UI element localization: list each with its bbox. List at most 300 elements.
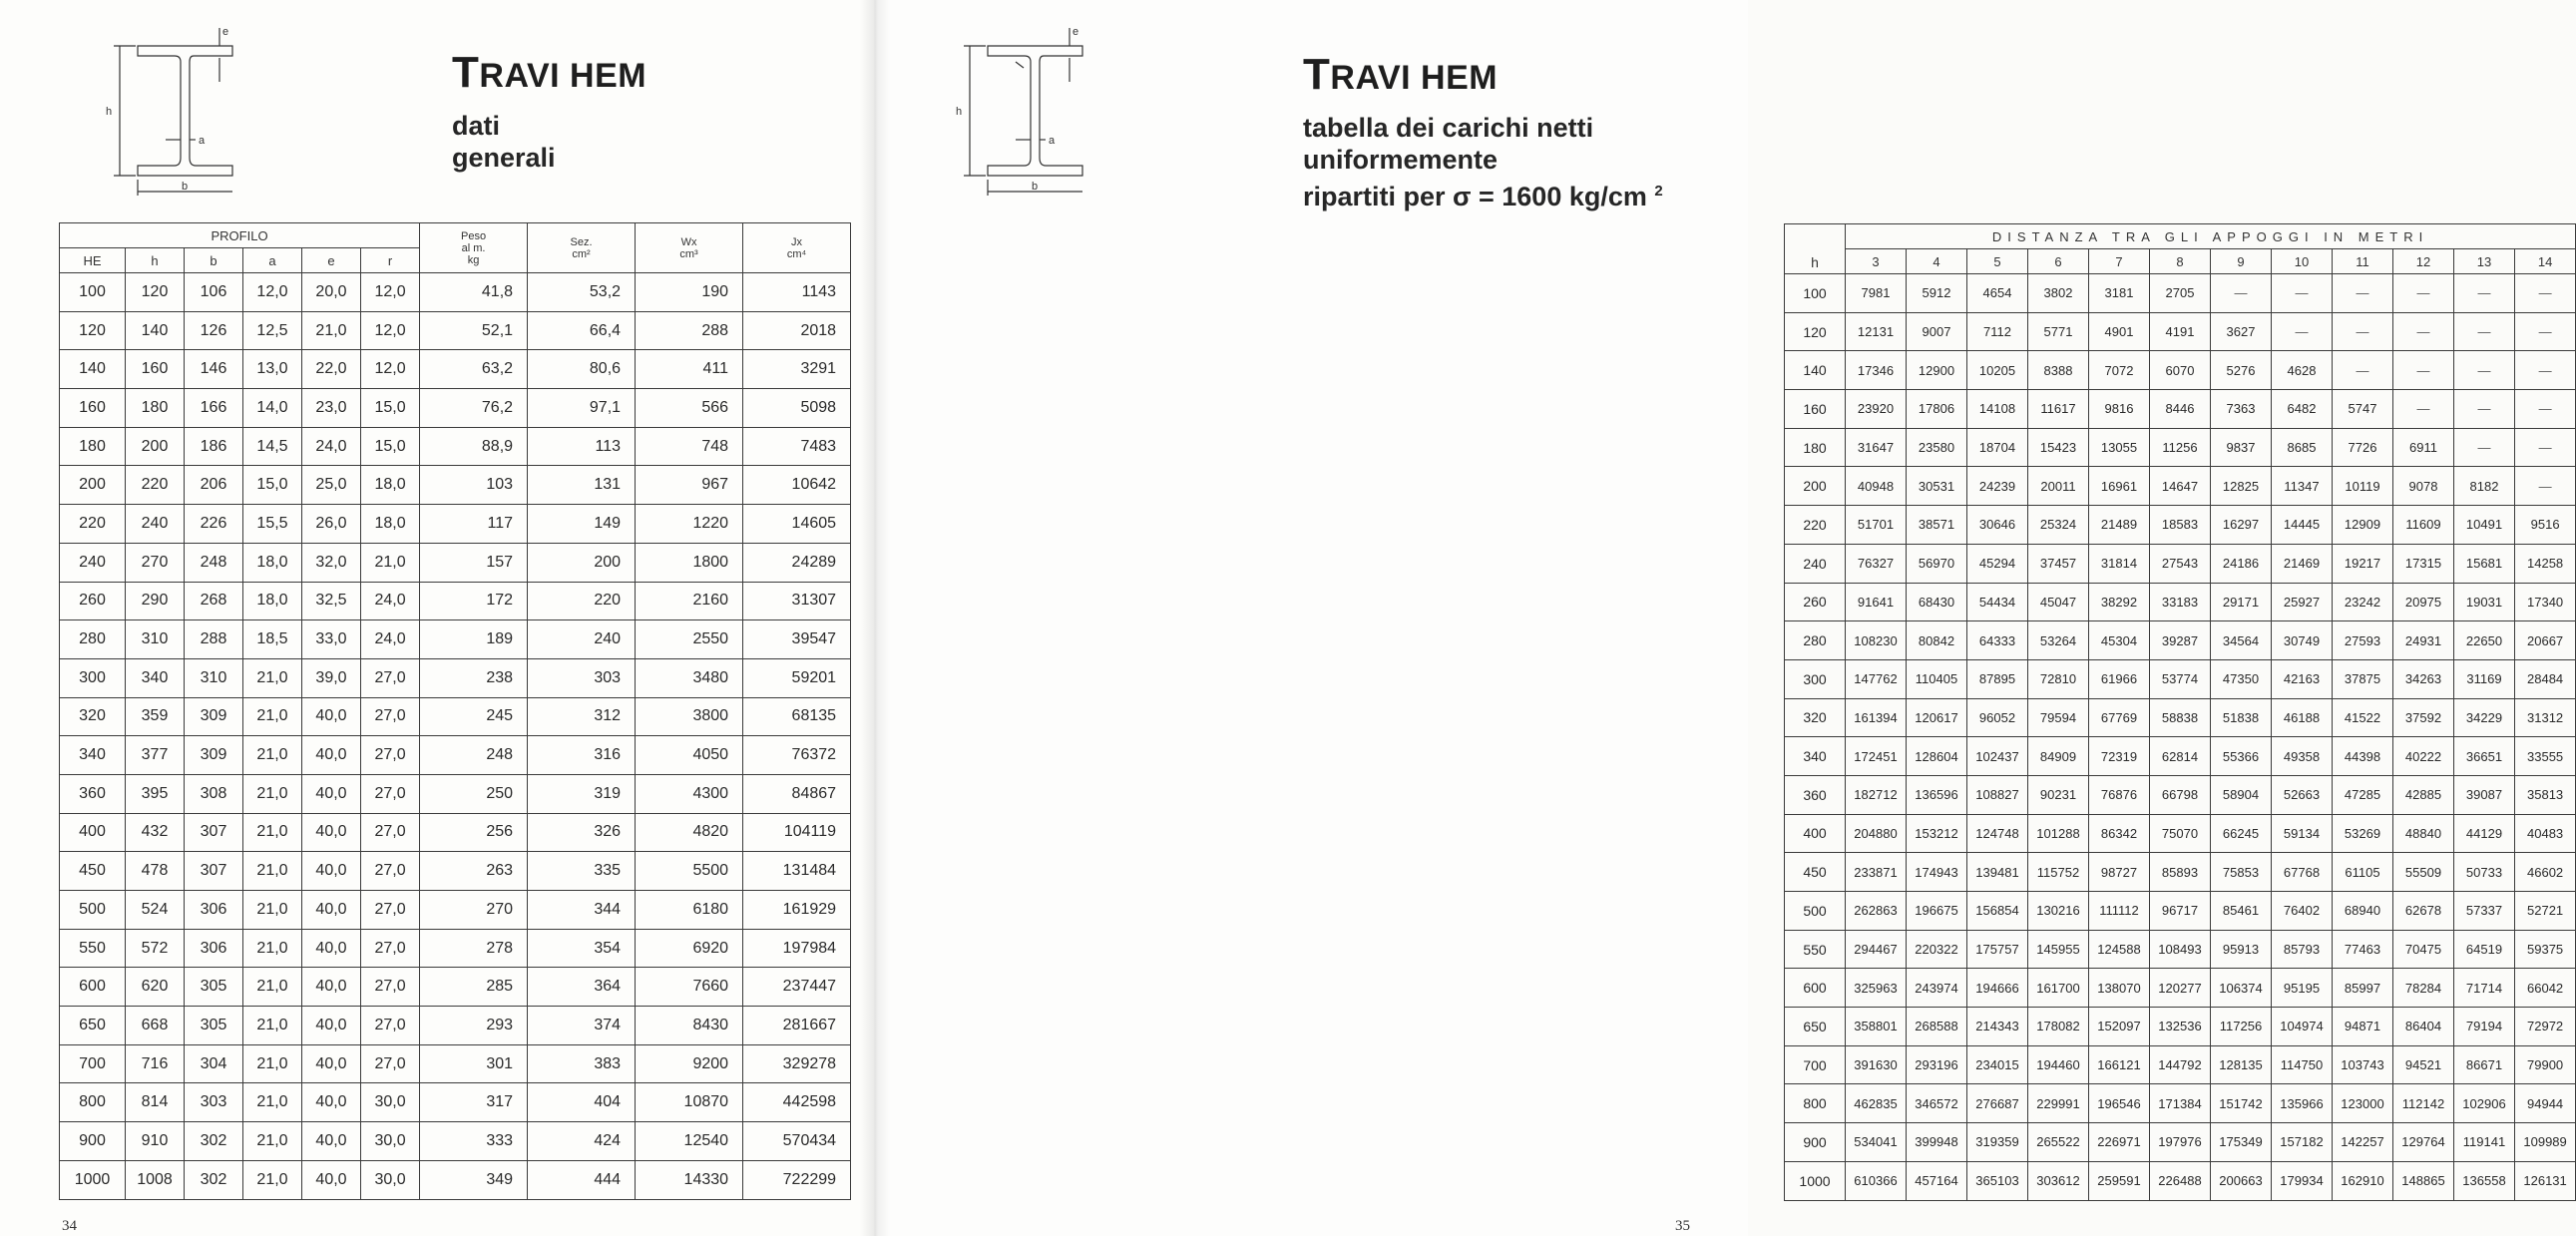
table-cell: 248 xyxy=(185,543,243,582)
table-row xyxy=(1785,312,2576,351)
load-cell: 72319 xyxy=(2089,737,2150,776)
load-cell: 17346 xyxy=(1846,351,1907,390)
load-cell: 66245 xyxy=(2211,814,2272,853)
table-cell: 302 xyxy=(185,1160,243,1199)
load-cell: 128604 xyxy=(1907,737,1967,776)
load-cell: 109989 xyxy=(2515,1123,2576,1162)
load-cell: 85997 xyxy=(2333,969,2393,1008)
table-row xyxy=(60,813,851,852)
table-cell: 395 xyxy=(126,774,185,813)
table-cell: 566 xyxy=(636,389,743,428)
table-cell: 306 xyxy=(185,929,243,968)
span-header: 13 xyxy=(2454,249,2515,274)
load-cell: 2705 xyxy=(2150,274,2211,313)
load-cell: 220322 xyxy=(1907,930,1967,969)
load-cell: 120617 xyxy=(1907,698,1967,737)
load-cell: 96052 xyxy=(1967,698,2028,737)
table-cell: 500 xyxy=(60,891,126,930)
load-table xyxy=(1784,223,2576,1201)
table-cell: 7483 xyxy=(743,427,851,466)
table-cell: 307 xyxy=(185,852,243,891)
load-cell: 157182 xyxy=(2272,1123,2333,1162)
load-cell: 19031 xyxy=(2454,583,2515,621)
left-page xyxy=(0,0,874,1236)
load-cell: 31647 xyxy=(1846,428,1907,467)
table-cell: 326 xyxy=(528,813,636,852)
table-cell: 270 xyxy=(420,891,528,930)
load-cell: 319359 xyxy=(1967,1123,2028,1162)
load-table-body xyxy=(1785,274,2576,1201)
table-cell: 39,0 xyxy=(302,658,361,697)
table-cell: 320 xyxy=(60,697,126,736)
table-cell: 27,0 xyxy=(361,929,420,968)
table-cell: 14330 xyxy=(636,1160,743,1199)
load-cell: 29171 xyxy=(2211,583,2272,621)
load-cell: 126131 xyxy=(2515,1161,2576,1200)
span-header: 10 xyxy=(2272,249,2333,274)
load-cell: 94871 xyxy=(2333,1008,2393,1046)
table-cell: 146 xyxy=(185,350,243,389)
load-cell: 19217 xyxy=(2333,544,2393,583)
span-header-row xyxy=(1785,249,2576,274)
table-cell: 113 xyxy=(528,427,636,466)
table-cell: 21,0 xyxy=(243,697,302,736)
table-cell: 310 xyxy=(126,620,185,659)
load-cell: — xyxy=(2454,312,2515,351)
table-row xyxy=(60,774,851,813)
table-cell: 15,0 xyxy=(361,427,420,466)
row-label: 800 xyxy=(1785,1084,1846,1123)
load-cell: 45304 xyxy=(2089,621,2150,660)
table-cell: 278 xyxy=(420,929,528,968)
page-number: 35 xyxy=(1675,1218,1690,1234)
row-label: 200 xyxy=(1785,467,1846,506)
table-cell: 26,0 xyxy=(302,505,361,544)
table-cell: 21,0 xyxy=(243,813,302,852)
load-cell: 139481 xyxy=(1967,853,2028,892)
load-cell: 175757 xyxy=(1967,930,2028,969)
load-cell: 75070 xyxy=(2150,814,2211,853)
table-cell: 3800 xyxy=(636,697,743,736)
load-cell: 161394 xyxy=(1846,698,1907,737)
load-cell: 124588 xyxy=(2089,930,2150,969)
load-cell: 23580 xyxy=(1907,428,1967,467)
load-cell: 462835 xyxy=(1846,1084,1907,1123)
table-cell: 66,4 xyxy=(528,311,636,350)
row-label: 360 xyxy=(1785,775,1846,814)
load-cell: 36651 xyxy=(2454,737,2515,776)
table-cell: 160 xyxy=(126,350,185,389)
table-row xyxy=(1785,659,2576,698)
row-label: 320 xyxy=(1785,698,1846,737)
load-cell: 120277 xyxy=(2150,969,2211,1008)
load-cell: 119141 xyxy=(2454,1123,2515,1162)
load-cell: 79194 xyxy=(2454,1008,2515,1046)
table-cell: 340 xyxy=(126,658,185,697)
load-cell: — xyxy=(2454,351,2515,390)
table-cell: 220 xyxy=(126,466,185,505)
load-cell: 15423 xyxy=(2028,428,2089,467)
table-cell: 307 xyxy=(185,813,243,852)
load-cell: 8388 xyxy=(2028,351,2089,390)
table-cell: 21,0 xyxy=(243,1122,302,1161)
table-cell: 18,0 xyxy=(361,466,420,505)
load-cell: 30646 xyxy=(1967,506,2028,545)
table-cell: 27,0 xyxy=(361,736,420,775)
table-cell: 149 xyxy=(528,505,636,544)
load-cell: 148865 xyxy=(2393,1161,2454,1200)
table-cell: 172 xyxy=(420,582,528,620)
load-cell: 21489 xyxy=(2089,506,2150,545)
load-cell: 96717 xyxy=(2150,892,2211,931)
span-header: 9 xyxy=(2211,249,2272,274)
table-row xyxy=(60,466,851,505)
load-cell: 234015 xyxy=(1967,1045,2028,1084)
span-header: 12 xyxy=(2393,249,2454,274)
load-cell: 7363 xyxy=(2211,390,2272,429)
table-cell: 10642 xyxy=(743,466,851,505)
table-cell: 226 xyxy=(185,505,243,544)
table-cell: 329278 xyxy=(743,1044,851,1083)
table-cell: 3291 xyxy=(743,350,851,389)
table-cell: 5098 xyxy=(743,389,851,428)
load-cell: — xyxy=(2454,274,2515,313)
load-cell: 72972 xyxy=(2515,1008,2576,1046)
load-cell: 153212 xyxy=(1907,814,1967,853)
row-label: 160 xyxy=(1785,390,1846,429)
table-cell: 21,0 xyxy=(243,929,302,968)
load-cell: 56970 xyxy=(1907,544,1967,583)
load-cell: 51701 xyxy=(1846,506,1907,545)
table-cell: 15,0 xyxy=(243,466,302,505)
load-cell: 174943 xyxy=(1907,853,1967,892)
load-cell: — xyxy=(2333,312,2393,351)
load-cell: 144792 xyxy=(2150,1045,2211,1084)
title-rest: RAVI HEM xyxy=(1330,59,1499,97)
load-cell: 138070 xyxy=(2089,969,2150,1008)
table-cell: 12,0 xyxy=(243,273,302,312)
load-cell: 194666 xyxy=(1967,969,2028,1008)
table-cell: 312 xyxy=(528,697,636,736)
table-cell: 450 xyxy=(60,852,126,891)
table-cell: 4050 xyxy=(636,736,743,775)
row-label: 260 xyxy=(1785,583,1846,621)
table-cell: 305 xyxy=(185,968,243,1007)
row-label: 340 xyxy=(1785,737,1846,776)
page-subtitle xyxy=(1303,112,1663,212)
load-cell: 204880 xyxy=(1846,814,1907,853)
distance-group-header: DISTANZA TRA GLI APPOGGI IN METRI xyxy=(1846,224,2576,249)
load-cell: 11617 xyxy=(2028,390,2089,429)
table-cell: 120 xyxy=(126,273,185,312)
table-cell: 21,0 xyxy=(243,1007,302,1045)
page-title xyxy=(452,48,646,98)
load-cell: 90231 xyxy=(2028,775,2089,814)
table-cell: 290 xyxy=(126,582,185,620)
load-cell: 30749 xyxy=(2272,621,2333,660)
table-row xyxy=(1785,892,2576,931)
load-cell: 102437 xyxy=(1967,737,2028,776)
load-cell: 172451 xyxy=(1846,737,1907,776)
jx-header: Jx cm⁴ xyxy=(743,223,851,273)
load-cell: 5747 xyxy=(2333,390,2393,429)
load-cell: 86671 xyxy=(2454,1045,2515,1084)
row-header-h: h xyxy=(1785,224,1846,274)
load-cell: 49358 xyxy=(2272,737,2333,776)
table-row xyxy=(60,311,851,350)
load-cell: 38571 xyxy=(1907,506,1967,545)
load-cell: 39087 xyxy=(2454,775,2515,814)
load-cell: 610366 xyxy=(1846,1161,1907,1200)
load-cell: — xyxy=(2333,351,2393,390)
table-cell: 21,0 xyxy=(361,543,420,582)
load-cell: 104974 xyxy=(2272,1008,2333,1046)
table-cell: 1143 xyxy=(743,273,851,312)
load-cell: 117256 xyxy=(2211,1008,2272,1046)
row-label: 100 xyxy=(1785,274,1846,313)
load-cell: 42163 xyxy=(2272,659,2333,698)
table-cell: 900 xyxy=(60,1122,126,1161)
load-cell: 14108 xyxy=(1967,390,2028,429)
table-cell: 21,0 xyxy=(243,736,302,775)
table-cell: 25,0 xyxy=(302,466,361,505)
load-cell: 37875 xyxy=(2333,659,2393,698)
load-cell: 135966 xyxy=(2272,1084,2333,1123)
column-header: b xyxy=(185,248,243,273)
load-cell: 30531 xyxy=(1907,467,1967,506)
load-cell: 8446 xyxy=(2150,390,2211,429)
table-cell: 200 xyxy=(528,543,636,582)
load-cell: 194460 xyxy=(2028,1045,2089,1084)
load-cell: 45047 xyxy=(2028,583,2089,621)
table-cell: 288 xyxy=(636,311,743,350)
load-cell: 9007 xyxy=(1907,312,1967,351)
table-cell: 131484 xyxy=(743,852,851,891)
load-cell: 391630 xyxy=(1846,1045,1907,1084)
load-cell: 40483 xyxy=(2515,814,2576,853)
load-cell: 196546 xyxy=(2089,1084,2150,1123)
subtitle-line-2: uniformemente xyxy=(1303,145,1499,175)
table-row xyxy=(1785,544,2576,583)
table-cell: 377 xyxy=(126,736,185,775)
load-cell: 86404 xyxy=(2393,1008,2454,1046)
table-cell: 59201 xyxy=(743,658,851,697)
table-cell: 304 xyxy=(185,1044,243,1083)
table-row xyxy=(60,852,851,891)
table-cell: 814 xyxy=(126,1083,185,1122)
table-cell: 650 xyxy=(60,1007,126,1045)
span-header: 3 xyxy=(1846,249,1907,274)
load-cell: 129764 xyxy=(2393,1123,2454,1162)
table-cell: 364 xyxy=(528,968,636,1007)
table-cell: 1008 xyxy=(126,1160,185,1199)
load-cell: 11609 xyxy=(2393,506,2454,545)
table-row xyxy=(1785,467,2576,506)
load-cell: 47285 xyxy=(2333,775,2393,814)
table-cell: 2018 xyxy=(743,311,851,350)
load-cell: 77463 xyxy=(2333,930,2393,969)
table-cell: 200 xyxy=(60,466,126,505)
table-row xyxy=(1785,583,2576,621)
table-cell: 120 xyxy=(60,311,126,350)
load-cell: 39287 xyxy=(2150,621,2211,660)
row-label: 500 xyxy=(1785,892,1846,931)
table-row xyxy=(60,1044,851,1083)
load-cell: — xyxy=(2515,428,2576,467)
table-cell: 13,0 xyxy=(243,350,302,389)
load-cell: 40948 xyxy=(1846,467,1907,506)
i-beam-diagram xyxy=(100,22,249,202)
load-cell: 50733 xyxy=(2454,853,2515,892)
title-initial: T xyxy=(1303,50,1331,99)
table-cell: 6180 xyxy=(636,891,743,930)
load-cell: 11347 xyxy=(2272,467,2333,506)
load-cell: 31312 xyxy=(2515,698,2576,737)
load-cell: 76327 xyxy=(1846,544,1907,583)
table-cell: 27,0 xyxy=(361,658,420,697)
load-cell: 182712 xyxy=(1846,775,1907,814)
subtitle-line-3: ripartiti per σ = 1600 kg/cm $^2$ xyxy=(1303,182,1663,211)
load-cell: 4901 xyxy=(2089,312,2150,351)
load-cell: 123000 xyxy=(2333,1084,2393,1123)
load-cell: 265522 xyxy=(2028,1123,2089,1162)
load-cell: 61966 xyxy=(2089,659,2150,698)
load-cell: 11256 xyxy=(2150,428,2211,467)
table-cell: 570434 xyxy=(743,1122,851,1161)
load-cell: 200663 xyxy=(2211,1161,2272,1200)
right-page xyxy=(874,0,2567,1236)
load-cell: 18583 xyxy=(2150,506,2211,545)
page-title xyxy=(1303,50,1498,100)
load-cell: 10205 xyxy=(1967,351,2028,390)
load-cell: 6482 xyxy=(2272,390,2333,429)
table-cell: 103 xyxy=(420,466,528,505)
table-cell: 40,0 xyxy=(302,852,361,891)
table-cell: 411 xyxy=(636,350,743,389)
table-row xyxy=(1785,853,2576,892)
table-cell: 27,0 xyxy=(361,1044,420,1083)
load-cell: 268588 xyxy=(1907,1008,1967,1046)
table-cell: 21,0 xyxy=(302,311,361,350)
table-row xyxy=(60,658,851,697)
table-row xyxy=(1785,737,2576,776)
table-cell: 7660 xyxy=(636,968,743,1007)
i-beam-diagram xyxy=(950,22,1099,202)
row-label: 400 xyxy=(1785,814,1846,853)
load-cell: 78284 xyxy=(2393,969,2454,1008)
load-cell: — xyxy=(2393,390,2454,429)
load-cell: 13055 xyxy=(2089,428,2150,467)
table-cell: 21,0 xyxy=(243,1160,302,1199)
table-cell: 9200 xyxy=(636,1044,743,1083)
table-cell: 40,0 xyxy=(302,891,361,930)
table-cell: 180 xyxy=(126,389,185,428)
table-cell: 344 xyxy=(528,891,636,930)
load-cell: 3627 xyxy=(2211,312,2272,351)
table-cell: 293 xyxy=(420,1007,528,1045)
load-cell: 54434 xyxy=(1967,583,2028,621)
table-cell: 360 xyxy=(60,774,126,813)
load-cell: 12909 xyxy=(2333,506,2393,545)
table-row xyxy=(60,427,851,466)
load-cell: 51838 xyxy=(2211,698,2272,737)
table-cell: 8430 xyxy=(636,1007,743,1045)
table-row xyxy=(1785,351,2576,390)
row-label: 240 xyxy=(1785,544,1846,583)
table-row xyxy=(60,1007,851,1045)
general-data-body xyxy=(60,273,851,1200)
profilo-group-header: PROFILO xyxy=(60,223,420,248)
load-cell: 6070 xyxy=(2150,351,2211,390)
load-cell: — xyxy=(2393,312,2454,351)
table-cell: 18,0 xyxy=(243,543,302,582)
table-cell: 404 xyxy=(528,1083,636,1122)
load-cell: 6911 xyxy=(2393,428,2454,467)
load-cell: 70475 xyxy=(2393,930,2454,969)
table-cell: 126 xyxy=(185,311,243,350)
load-cell: 95913 xyxy=(2211,930,2272,969)
table-cell: 359 xyxy=(126,697,185,736)
table-cell: 32,5 xyxy=(302,582,361,620)
table-cell: 14,5 xyxy=(243,427,302,466)
span-header: 14 xyxy=(2515,249,2576,274)
load-cell: 8182 xyxy=(2454,467,2515,506)
table-cell: 319 xyxy=(528,774,636,813)
load-cell: 14258 xyxy=(2515,544,2576,583)
load-cell: 85461 xyxy=(2211,892,2272,931)
load-cell: 61105 xyxy=(2333,853,2393,892)
load-cell: 276687 xyxy=(1967,1084,2028,1123)
table-cell: 76372 xyxy=(743,736,851,775)
table-row xyxy=(60,968,851,1007)
load-cell: 175349 xyxy=(2211,1123,2272,1162)
diagram-label-b: b xyxy=(182,181,189,193)
load-cell: 4628 xyxy=(2272,351,2333,390)
diagram-label-h: h xyxy=(956,106,963,118)
load-cell: 5276 xyxy=(2211,351,2272,390)
table-cell: 285 xyxy=(420,968,528,1007)
diagram-label-h: h xyxy=(106,106,113,118)
load-cell: 55509 xyxy=(2393,853,2454,892)
table-row xyxy=(1785,814,2576,853)
table-cell: 117 xyxy=(420,505,528,544)
load-cell: 4654 xyxy=(1967,274,2028,313)
load-cell: — xyxy=(2515,274,2576,313)
load-cell: 59134 xyxy=(2272,814,2333,853)
load-cell: 58838 xyxy=(2150,698,2211,737)
table-cell: 910 xyxy=(126,1122,185,1161)
table-cell: 39547 xyxy=(743,620,851,659)
load-cell: 46602 xyxy=(2515,853,2576,892)
load-cell: 55366 xyxy=(2211,737,2272,776)
table-cell: 22,0 xyxy=(302,350,361,389)
load-cell: 40222 xyxy=(2393,737,2454,776)
load-cell: 64333 xyxy=(1967,621,2028,660)
table-row xyxy=(1785,274,2576,313)
book-gutter xyxy=(860,0,890,1236)
table-cell: 24,0 xyxy=(361,582,420,620)
load-cell: 20667 xyxy=(2515,621,2576,660)
load-cell: 358801 xyxy=(1846,1008,1907,1046)
load-cell: 34564 xyxy=(2211,621,2272,660)
load-cell: 10119 xyxy=(2333,467,2393,506)
table-cell: 15,0 xyxy=(361,389,420,428)
column-header: a xyxy=(243,248,302,273)
load-cell: 41522 xyxy=(2333,698,2393,737)
load-cell: 196675 xyxy=(1907,892,1967,931)
table-cell: 53,2 xyxy=(528,273,636,312)
load-cell: — xyxy=(2393,351,2454,390)
